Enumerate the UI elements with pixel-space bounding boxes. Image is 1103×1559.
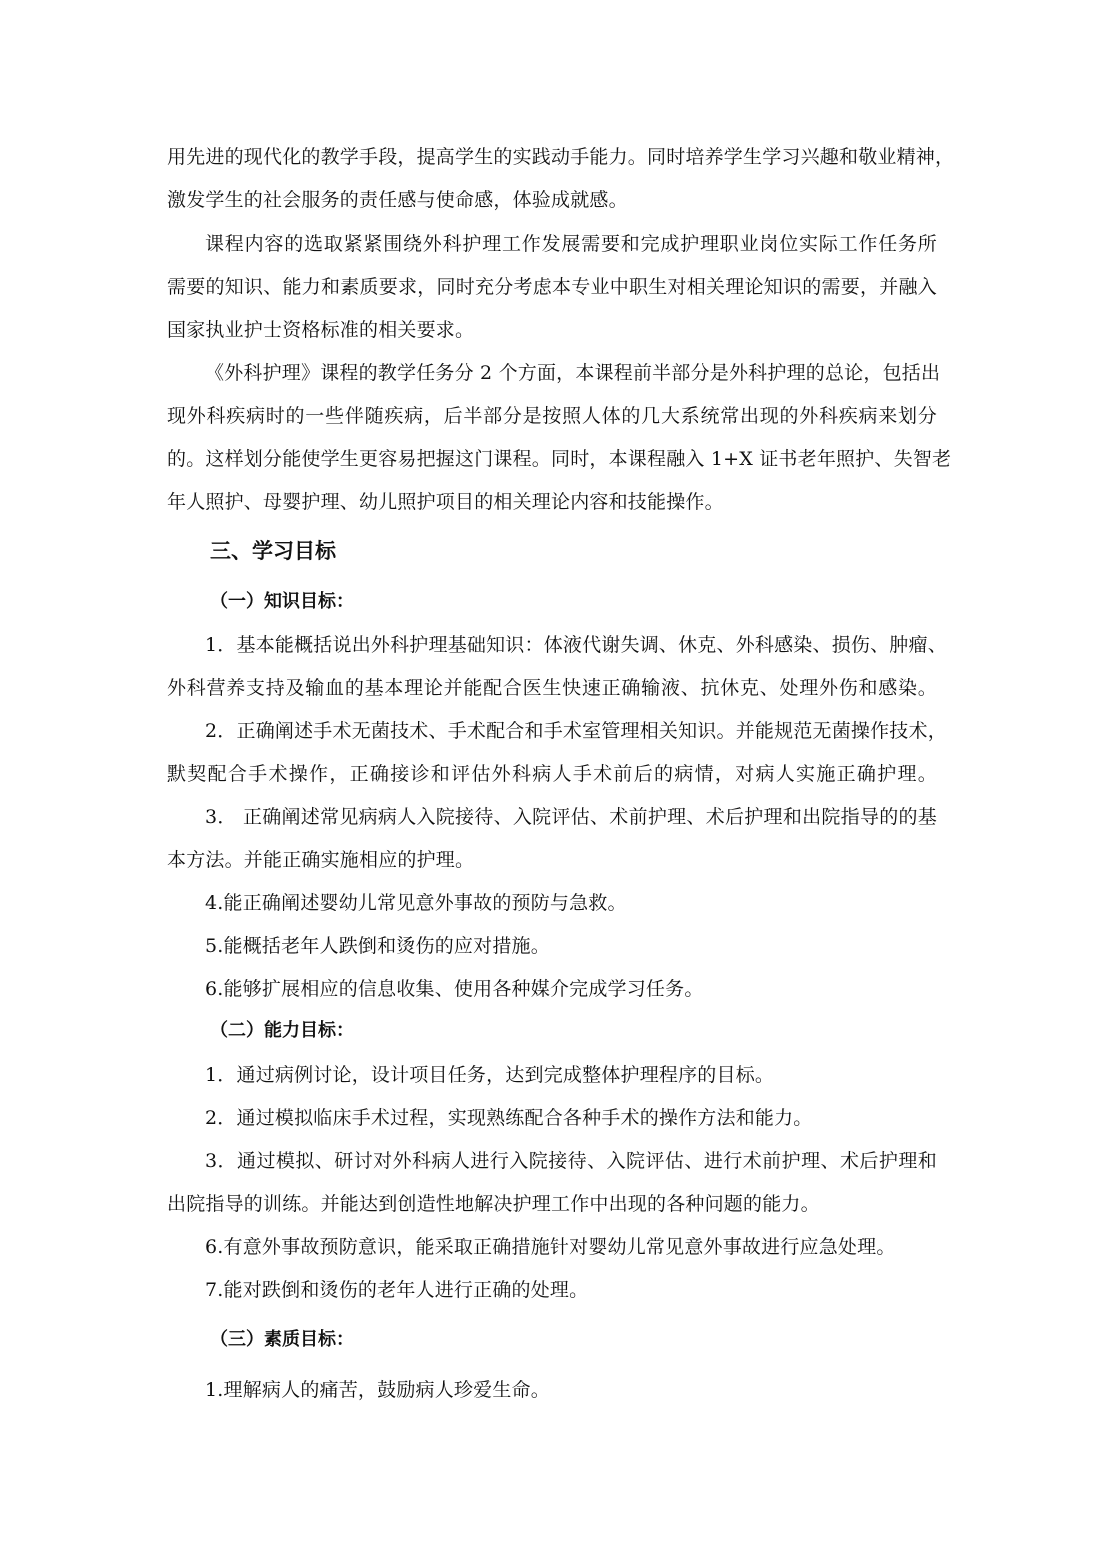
knowledge-item-6: 6.能够扩展相应的信息收集、使用各种媒介完成学习任务。 [205, 978, 704, 1000]
knowledge-item-4: 4.能正确阐述婴幼儿常见意外事故的预防与急救。 [205, 892, 627, 914]
section-3-heading: 三、学习目标 [210, 539, 336, 563]
knowledge-item-1-line-1: 1．基本能概括说出外科护理基础知识：体液代谢失调、休克、外科感染、损伤、肿瘤、 [205, 634, 947, 656]
knowledge-item-2-line-2: 默契配合手术操作，正确接诊和评估外科病人手术前后的病情，对病人实施正确护理。 [167, 763, 937, 785]
paragraph-3-line-1: 《外科护理》课程的教学任务分 2 个方面，本课程前半部分是外科护理的总论，包括出 [205, 362, 941, 384]
paragraph-3-line-4: 年人照护、母婴护理、幼儿照护项目的相关理论内容和技能操作。 [167, 491, 724, 513]
paragraph-2-line-3: 国家执业护士资格标准的相关要求。 [167, 319, 475, 341]
ability-item-1: 1．通过病例讨论，设计项目任务，达到完成整体护理程序的目标。 [205, 1064, 775, 1086]
knowledge-item-1-line-2: 外科营养支持及输血的基本理论并能配合医生快速正确输液、抗休克、处理外伤和感染。 [167, 677, 937, 699]
quality-item-1: 1.理解病人的痛苦，鼓励病人珍爱生命。 [205, 1379, 550, 1401]
ability-item-3-line-2: 出院指导的训练。并能达到创造性地解决护理工作中出现的各种问题的能力。 [167, 1193, 820, 1215]
paragraph-2-line-1: 课程内容的选取紧紧围绕外科护理工作发展需要和完成护理职业岗位实际工作任务所 [205, 233, 937, 255]
ability-item-7: 7.能对跌倒和烫伤的老年人进行正确的处理。 [205, 1279, 589, 1301]
ability-item-3-line-1: 3．通过模拟、研讨对外科病人进行入院接待、入院评估、进行术前护理、术后护理和 [205, 1150, 937, 1172]
quality-objectives-heading: （三）素质目标： [210, 1329, 354, 1350]
knowledge-item-3-line-2: 本方法。并能正确实施相应的护理。 [167, 849, 475, 871]
knowledge-item-3-line-1: 3． 正确阐述常见病病人入院接待、入院评估、术前护理、术后护理和出院指导的的基 [205, 806, 937, 828]
paragraph-1-line-1: 用先进的现代化的教学手段，提高学生的实践动手能力。同时培养学生学习兴趣和敬业精神， [167, 146, 955, 168]
ability-item-6: 6.有意外事故预防意识，能采取正确措施针对婴幼儿常见意外事故进行应急处理。 [205, 1236, 896, 1258]
ability-objectives-heading: （二）能力目标： [210, 1020, 354, 1041]
paragraph-1-line-2: 激发学生的社会服务的责任感与使命感，体验成就感。 [167, 189, 628, 211]
paragraph-2-line-2: 需要的知识、能力和素质要求，同时充分考虑本专业中职生对相关理论知识的需要，并融入 [167, 276, 937, 298]
paragraph-3-line-2: 现外科疾病时的一些伴随疾病，后半部分是按照人体的几大系统常出现的外科疾病来划分 [167, 405, 937, 427]
ability-item-2: 2．通过模拟临床手术过程，实现熟练配合各种手术的操作方法和能力。 [205, 1107, 813, 1129]
knowledge-objectives-heading: （一）知识目标： [210, 591, 354, 612]
paragraph-3-line-3: 的。这样划分能使学生更容易把握这门课程。同时，本课程融入 1+X 证书老年照护、失智老 [167, 448, 952, 470]
knowledge-item-2-line-1: 2．正确阐述手术无菌技术、手术配合和手术室管理相关知识。并能规范无菌操作技术， [205, 720, 947, 742]
knowledge-item-5: 5.能概括老年人跌倒和烫伤的应对措施。 [205, 935, 550, 957]
